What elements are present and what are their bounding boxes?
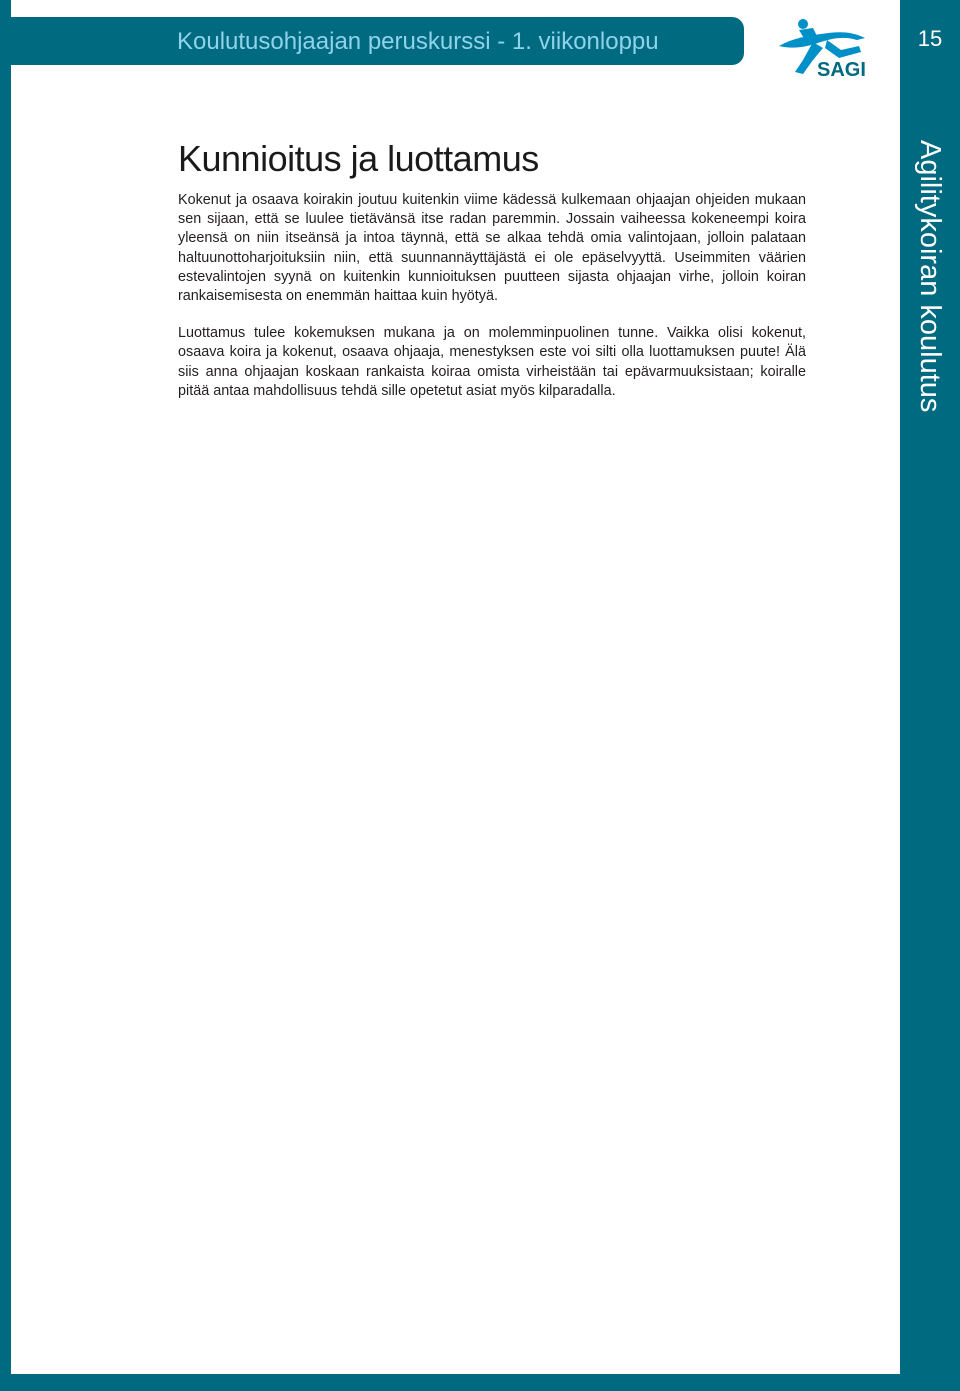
sagi-logo-icon — [773, 16, 869, 80]
article-paragraph: Luottamus tulee kokemuksen mukana ja on molemminpuolinen tunne. Vaikka olisi kokenut, osaava koira ja kokenut, osaava ohjaaja, menestyksen este voi silti olla luottamuksen puute! Älä siis anna ohjaajan koskaan rankaista koiraa omista virheistään tai epävarmuuksistaan; koiralle pitää antaa mahdollisuus tehdä sille opetetut asiat myös kilparadalla. — [178, 325, 806, 399]
left-frame-bar — [0, 0, 11, 1391]
svg-text:SAGI: SAGI — [817, 59, 866, 80]
page-title: Kunnioitus ja luottamus — [178, 138, 539, 179]
side-title-container — [901, 140, 959, 413]
article-paragraph: Kokenut ja osaava koirakin joutuu kuitenkin viime kädessä kulkemaan ohjaajan ohjeiden mukaan sen sijaan, että se luulee tietävänsä itse radan paremmin. Jossain vaiheessa kokeneempi koira yleensä on niin itseänsä ja intoa täynnä, että se alkaa tehdä omia valintojaan, jolloin palataan haltuunottoharjoituksiin niin, että suunnannäyttäjästä ei ole epäselvyyttä. Useimmiten väärien estevalintojen syynä on kuitenkin kunnioituksen puutteen sijasta ohjaajan virhe, jolloin koiran rankaisemisesta on enemmän haittaa kuin hyötyä. — [178, 192, 806, 305]
header-title: Koulutusohjaajan peruskurssi - 1. viikonloppu — [177, 28, 659, 55]
article-content — [178, 137, 806, 419]
bottom-frame-bar — [0, 1374, 960, 1391]
side-section-title: Agilitykoiran koulutus — [914, 140, 946, 413]
page-number: 15 — [917, 26, 943, 51]
